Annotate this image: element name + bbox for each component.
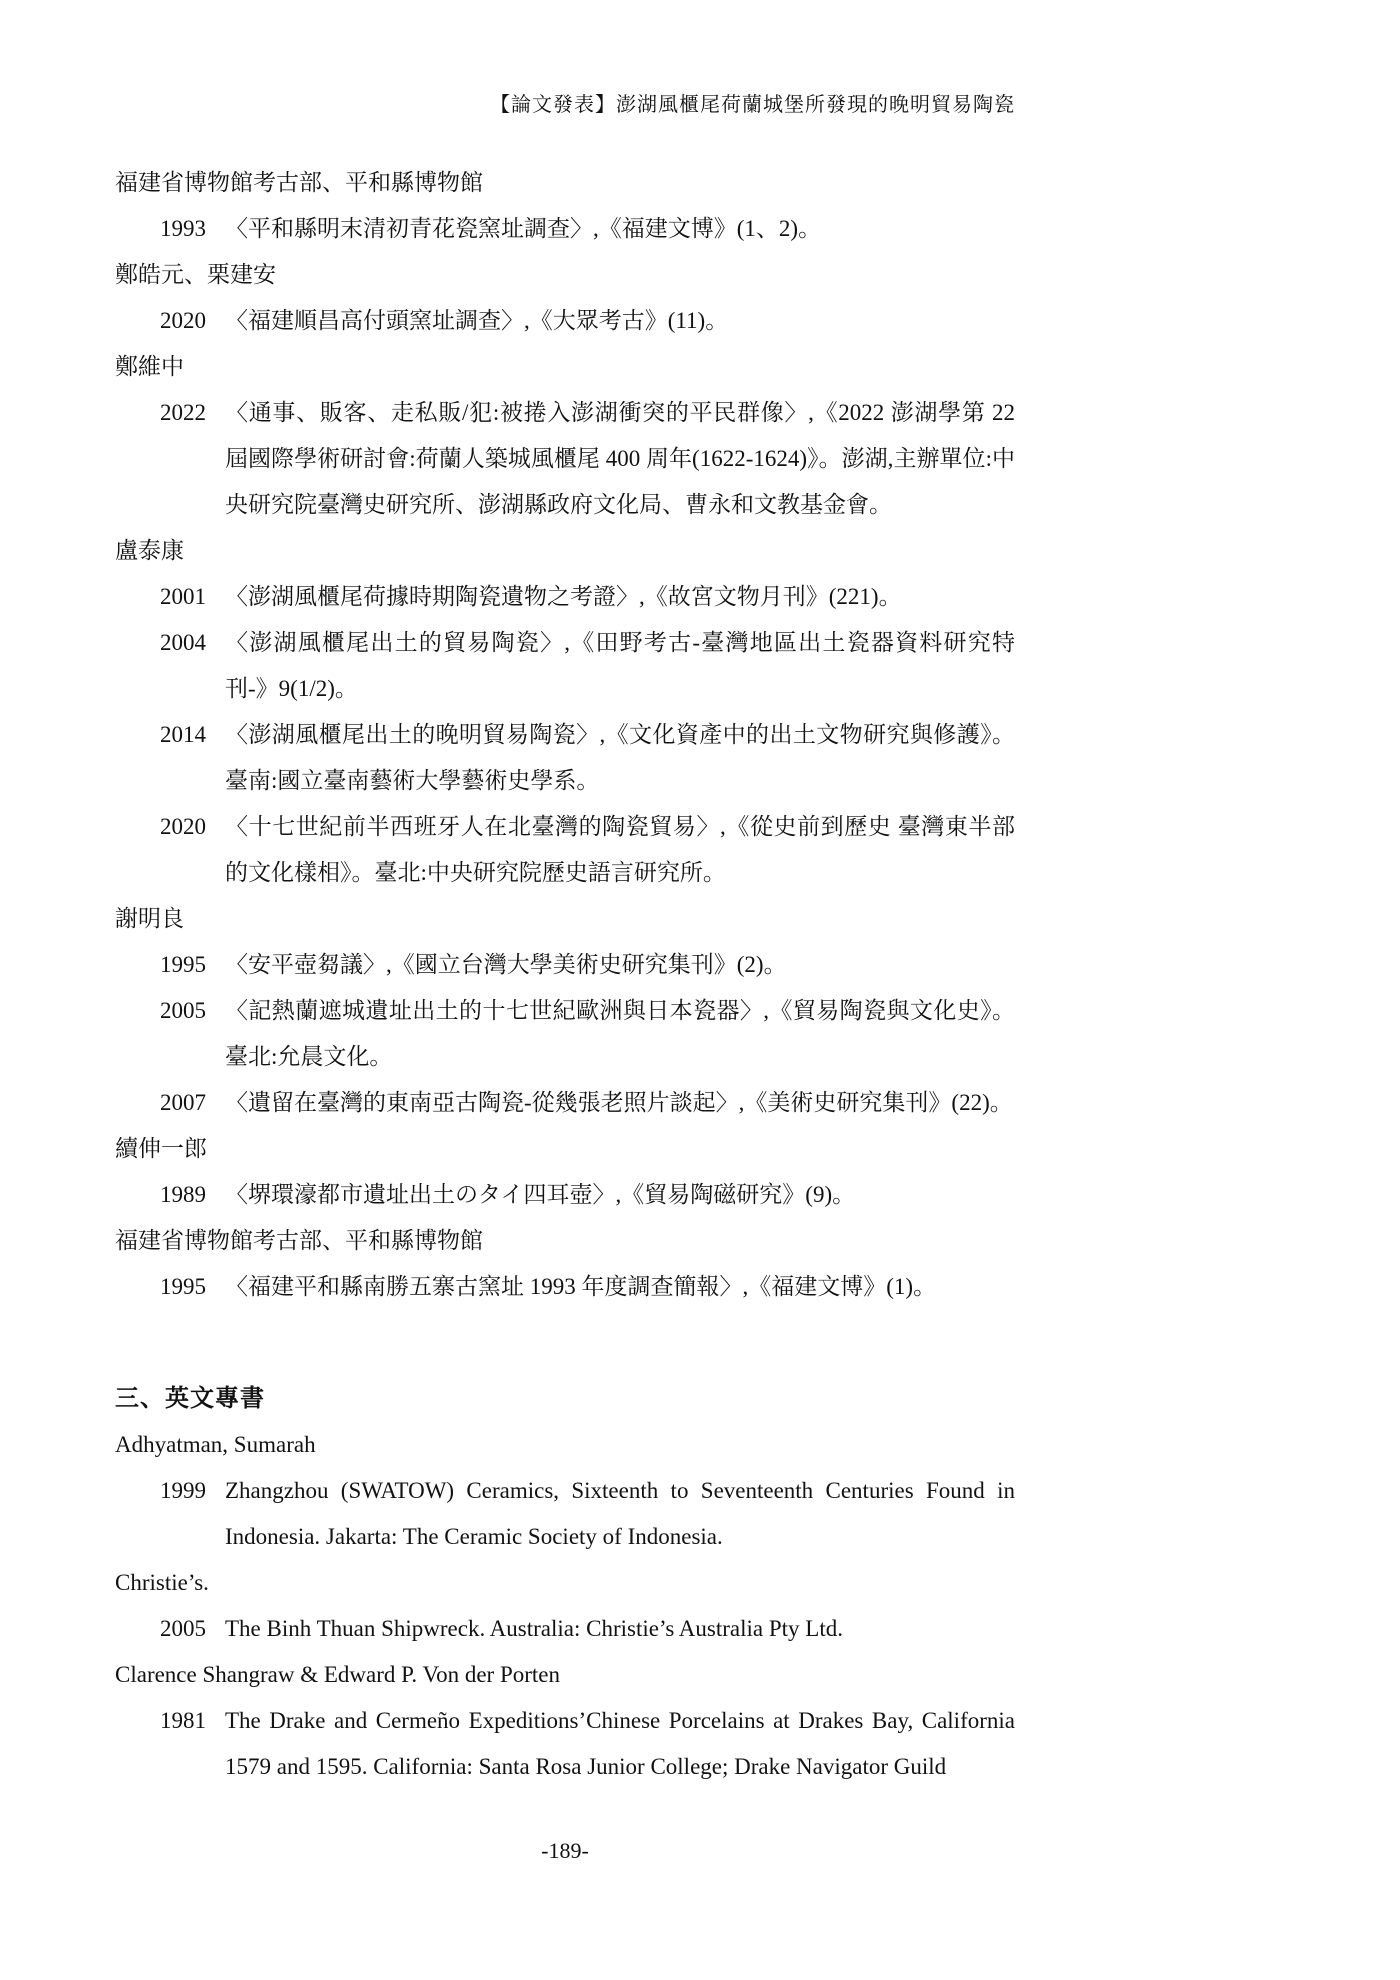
reference-year: 2005: [160, 1616, 206, 1641]
reference-entry: [115, 1172, 1015, 1218]
reference-text: 〈通事、販客、走私販/犯:被捲入澎湖衝突的平民群像〉,《2022 澎湖學第 22 屆國際學術研討會:荷蘭人築城風櫃尾 400 周年(1622-1624)》。澎湖,主辦單位:中央研究院臺灣史研究所、澎湖縣政府文化局、曹永和文教基金會。: [225, 400, 1015, 517]
reference-entry: [115, 1468, 1015, 1560]
reference-year: 1995: [160, 952, 206, 977]
reference-text: The Binh Thuan Shipwreck. Australia: Christie’s Australia Pty Ltd.: [225, 1616, 843, 1641]
reference-year: 2005: [160, 998, 206, 1023]
reference-entry: [115, 712, 1015, 804]
author-line: 鄭皓元、栗建安: [115, 262, 276, 287]
reference-year: 2020: [160, 308, 206, 333]
author-line: Adhyatman, Sumarah: [115, 1432, 316, 1457]
reference-year: 1993: [160, 216, 206, 241]
reference-text: 〈福建順昌高付頭窯址調查〉,《大眾考古》(11)。: [225, 308, 729, 333]
reference-year: 2001: [160, 584, 206, 609]
author-line: 謝明良: [115, 906, 184, 931]
reference-text: 〈堺環濠都市遺址出土のタイ四耳壺〉,《貿易陶磁研究》(9)。: [225, 1182, 856, 1207]
reference-entry: [115, 574, 1015, 620]
reference-text: 〈遺留在臺灣的東南亞古陶瓷-從幾張老照片談起〉,《美術史研究集刊》(22)。: [225, 1090, 1013, 1115]
reference-year: 1999: [160, 1478, 206, 1503]
bibliography-content: [115, 160, 1015, 1790]
chinese-references-list: [115, 160, 1015, 1310]
reference-text: 〈安平壺芻議〉,《國立台灣大學美術史研究集刊》(2)。: [225, 952, 787, 977]
author-line: Christie’s.: [115, 1570, 209, 1595]
reference-text: 〈澎湖風櫃尾出土的晚明貿易陶瓷〉,《文化資產中的出土文物研究與修護》。臺南:國立臺南藝術大學藝術史學系。: [225, 722, 1015, 793]
reference-text: 〈十七世紀前半西班牙人在北臺灣的陶瓷貿易〉,《從史前到歷史 臺灣東半部的文化樣相》。臺北:中央研究院歷史語言研究所。: [225, 814, 1015, 885]
reference-year: 1989: [160, 1182, 206, 1207]
reference-entry: [115, 988, 1015, 1080]
reference-year: 2007: [160, 1090, 206, 1115]
author-line: 盧泰康: [115, 538, 184, 563]
section-heading-english-books: 三、英文專書: [115, 1385, 265, 1412]
reference-text: 〈福建平和縣南勝五寨古窯址 1993 年度調查簡報〉,《福建文博》(1)。: [225, 1274, 937, 1299]
author-line: 續伸一郎: [115, 1136, 207, 1161]
reference-entry: [115, 942, 1015, 988]
author-line: 鄭維中: [115, 354, 184, 379]
reference-year: 1981: [160, 1708, 206, 1733]
author-line: 福建省博物館考古部、平和縣博物館: [115, 170, 483, 195]
reference-entry: [115, 804, 1015, 896]
reference-text: 〈澎湖風櫃尾荷據時期陶瓷遺物之考證〉,《故宮文物月刊》(221)。: [225, 584, 902, 609]
author-line: Clarence Shangraw & Edward P. Von der Porten: [115, 1662, 561, 1687]
reference-year: 2020: [160, 814, 206, 839]
reference-entry: [115, 390, 1015, 528]
page-number: -189-: [541, 1838, 589, 1863]
reference-year: 2022: [160, 400, 206, 425]
reference-entry: [115, 1606, 1015, 1652]
english-references-list: [115, 1422, 1015, 1790]
reference-year: 2014: [160, 722, 206, 747]
reference-entry: [115, 1698, 1015, 1790]
reference-text: 〈澎湖風櫃尾出土的貿易陶瓷〉,《田野考古-臺灣地區出土瓷器資料研究特刊-》9(1/2)。: [225, 630, 1015, 701]
reference-entry: [115, 1080, 1015, 1126]
reference-entry: [115, 1264, 1015, 1310]
reference-text: Zhangzhou (SWATOW) Ceramics, Sixteenth to Seventeenth Centuries Found in Indonesia. Jakarta: The Ceramic Society of Indonesia.: [225, 1478, 1015, 1549]
reference-text: 〈平和縣明末清初青花瓷窯址調查〉,《福建文博》(1、2)。: [225, 216, 822, 241]
running-header: 【論文發表】澎湖風櫃尾荷蘭城堡所發現的晚明貿易陶瓷: [490, 94, 1015, 116]
reference-entry: [115, 620, 1015, 712]
reference-text: 〈記熱蘭遮城遺址出土的十七世紀歐洲與日本瓷器〉,《貿易陶瓷與文化史》。臺北:允晨文化。: [225, 998, 1015, 1069]
reference-text: The Drake and Cermeño Expeditions’Chinese Porcelains at Drakes Bay, California 1579 and 1595. California: Santa Rosa Junior College; Drake Navigator Guild: [225, 1708, 1015, 1779]
reference-entry: [115, 206, 1015, 252]
author-line: 福建省博物館考古部、平和縣博物館: [115, 1228, 483, 1253]
reference-year: 2004: [160, 630, 206, 655]
reference-entry: [115, 298, 1015, 344]
reference-year: 1995: [160, 1274, 206, 1299]
